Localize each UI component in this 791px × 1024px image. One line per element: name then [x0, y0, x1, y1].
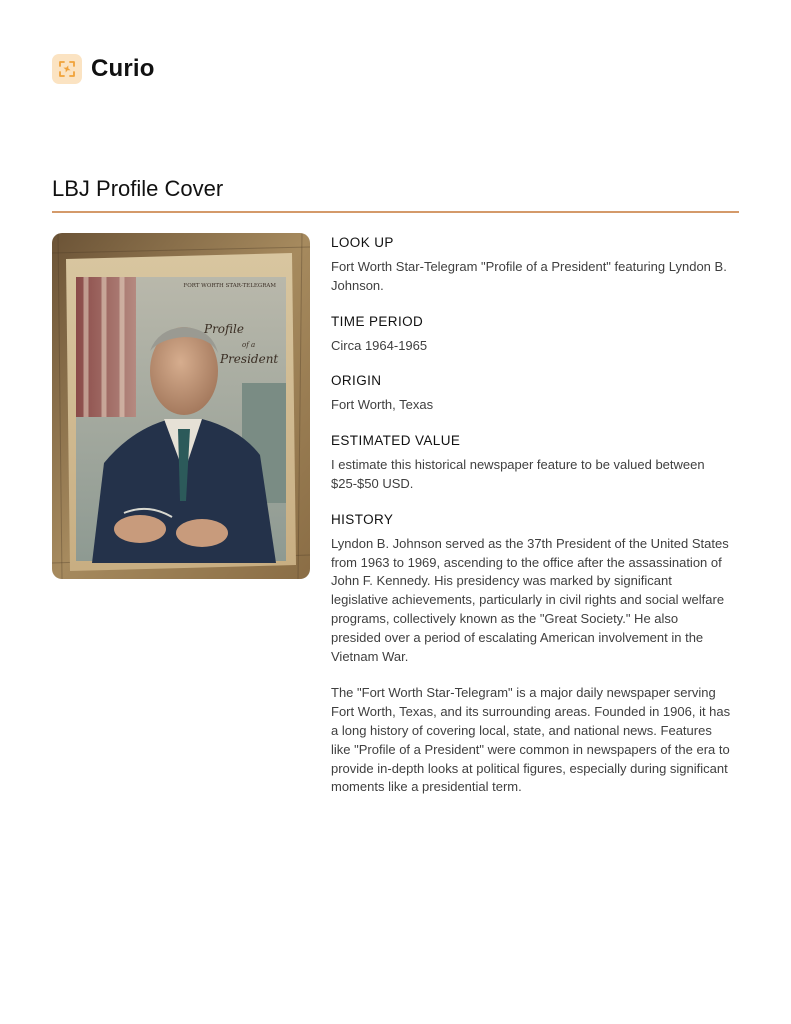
details-panel [331, 234, 731, 814]
time-period-label: TIME PERIOD [331, 313, 424, 329]
estimated-value-value: I estimate this historical newspaper feature to be valued between $25-$50 USD. [331, 457, 705, 491]
brand-header [52, 54, 155, 84]
title-divider [52, 211, 739, 213]
page-title: LBJ Profile Cover [52, 176, 224, 201]
estimated-value-label: ESTIMATED VALUE [331, 433, 461, 449]
look-up-label: LOOK UP [331, 235, 394, 250]
brand-name: Curio [91, 55, 155, 82]
photo-headline-2: of a [242, 341, 256, 349]
photo-headline-1: Profile [204, 322, 244, 336]
history-label: HISTORY [331, 511, 394, 527]
time-period-section [331, 313, 731, 356]
look-up-value: Fort Worth Star-Telegram "Profile of a President" featuring Lyndon B. Johnson. [331, 259, 727, 293]
origin-label: ORIGIN [331, 373, 382, 389]
origin-section [331, 372, 731, 415]
scan-sparkle-icon [52, 54, 82, 84]
estimated-value-section [331, 432, 731, 494]
history-section [331, 511, 731, 797]
photo-masthead: FORT WORTH STAR-TELEGRAM [183, 283, 276, 289]
photo-headline-3: President [220, 352, 279, 366]
item-photo [52, 233, 310, 579]
history-paragraph-2: The "Fort Worth Star-Telegram" is a major daily newspaper serving Fort Worth, Texas, and its surrounding areas. Founded in 1906, it has a long history of covering local, state, and national news. Features like "Profile of a President" were common in newspapers of the era to provide in-depth looks at political figures, especially during significant moments like a presidential term. [331, 685, 731, 795]
look-up-section [331, 234, 731, 296]
origin-value: Fort Worth, Texas [331, 397, 434, 413]
history-paragraph-1: Lyndon B. Johnson served as the 37th President of the United States from 1963 to 1969, ascending to the office after the assassination of John F. Kennedy. His presidency was marked by significant legislative achievements, particularly in civil rights and social welfare programs, collectively known as the "Great Society." He also presided over a period of escalating American involvement in the Vietnam War. [331, 535, 729, 664]
time-period-value: Circa 1964-1965 [331, 337, 428, 353]
